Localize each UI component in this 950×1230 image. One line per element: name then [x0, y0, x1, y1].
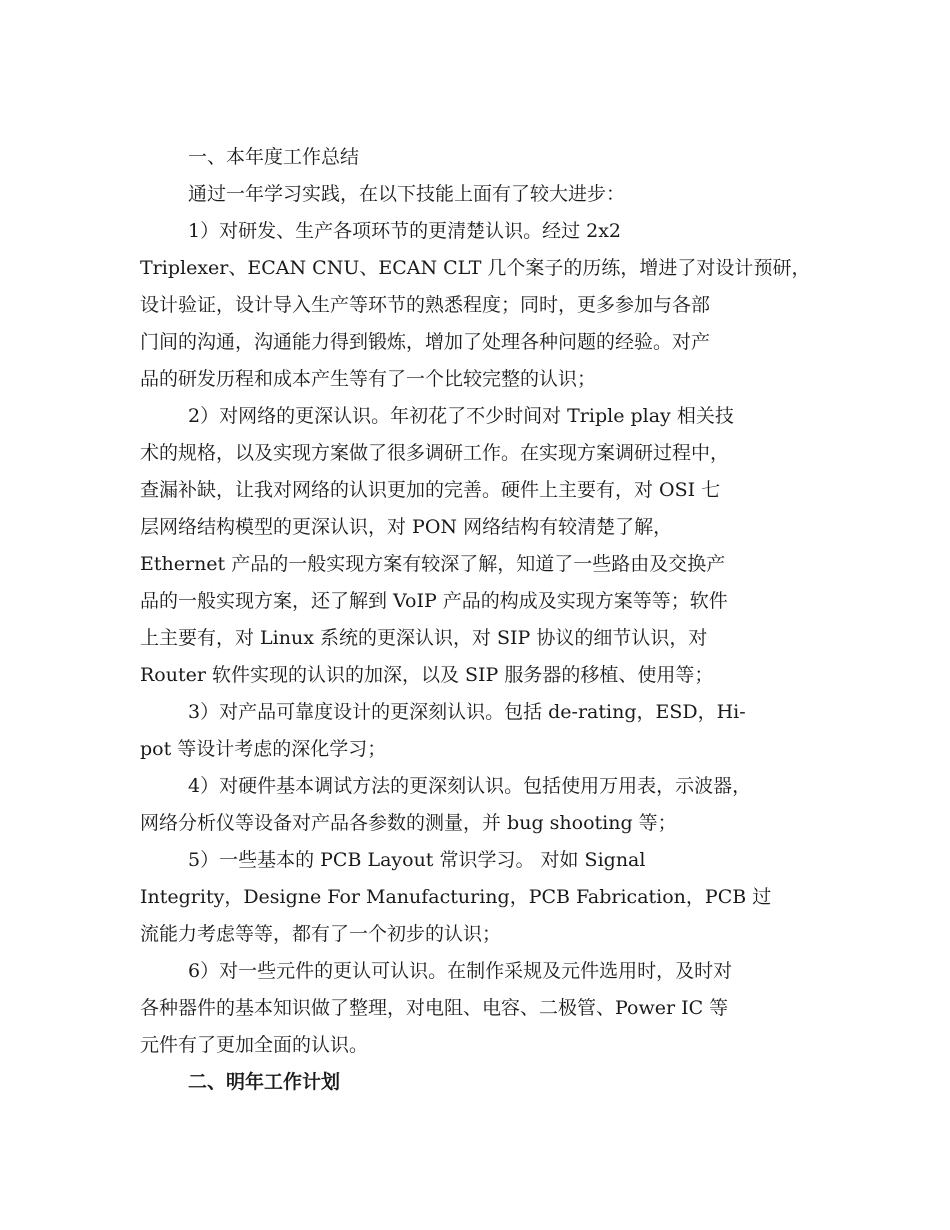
text-line: Integrity，Designe For Manufacturing，PCB Fabrication，PCB 过: [140, 886, 772, 908]
text-line: 门间的沟通，沟通能力得到锻炼，增加了处理各种问题的经验。对产: [140, 331, 711, 353]
text-line: Triplexer、ECAN CNU、ECAN CLT 几个案子的历练，增进了对设计预研，: [140, 257, 811, 279]
text-line: 品的一般实现方案，还了解到 VoIP 产品的构成及实现方案等等；软件: [140, 590, 728, 612]
text-line: 4）对硬件基本调试方法的更深刻认识。包括使用万用表，示波器，: [188, 775, 752, 797]
text-line: 流能力考虑等等，都有了一个初步的认识；: [140, 923, 502, 945]
text-line: Router 软件实现的认识的加深，以及 SIP 服务器的移植、使用等；: [140, 664, 714, 686]
text-line: 设计验证，设计导入生产等环节的熟悉程度；同时，更多参加与各部: [140, 294, 711, 316]
section-heading: 二、明年工作计划: [188, 1071, 341, 1093]
text-line: 6）对一些元件的更认可认识。在制作采规及元件选用时，及时对: [188, 960, 733, 982]
text-line: 术的规格，以及实现方案做了很多调研工作。在实现方案调研过程中，: [140, 442, 730, 464]
text-line: Ethernet 产品的一般实现方案有较深了解，知道了一些路由及交换产: [140, 553, 726, 575]
text-line: 各种器件的基本知识做了整理，对电阻、电容、二极管、Power IC 等: [140, 997, 729, 1019]
text-line: 通过一年学习实践，在以下技能上面有了较大进步：: [188, 183, 626, 205]
text-line: 网络分析仪等设备对产品各参数的测量，并 bug shooting 等；: [140, 812, 677, 834]
text-line: 查漏补缺，让我对网络的认识更加的完善。硬件上主要有，对 OSI 七: [140, 479, 721, 501]
document-body: [140, 139, 820, 1101]
text-line: 层网络结构模型的更深认识，对 PON 网络结构有较清楚了解，: [140, 516, 673, 538]
text-line: 2）对网络的更深认识。年初花了不少时间对 Triple play 相关技: [188, 405, 734, 427]
text-line: 5）一些基本的 PCB Layout 常识学习。 对如 Signal: [188, 849, 646, 871]
text-line: 1）对研发、生产各项环节的更清楚认识。经过 2x2: [188, 220, 622, 242]
text-line: 品的研发历程和成本产生等有了一个比较完整的认识；: [140, 368, 597, 390]
text-line: 上主要有，对 Linux 系统的更深认识，对 SIP 协议的细节认识，对: [140, 627, 708, 649]
text-line: pot 等设计考虑的深化学习；: [140, 738, 387, 760]
text-line: 一、本年度工作总结: [188, 146, 360, 168]
text-line: 3）对产品可靠度设计的更深刻认识。包括 de-rating，ESD，Hi-: [188, 701, 746, 723]
text-line: 元件有了更加全面的认识。: [140, 1034, 369, 1056]
